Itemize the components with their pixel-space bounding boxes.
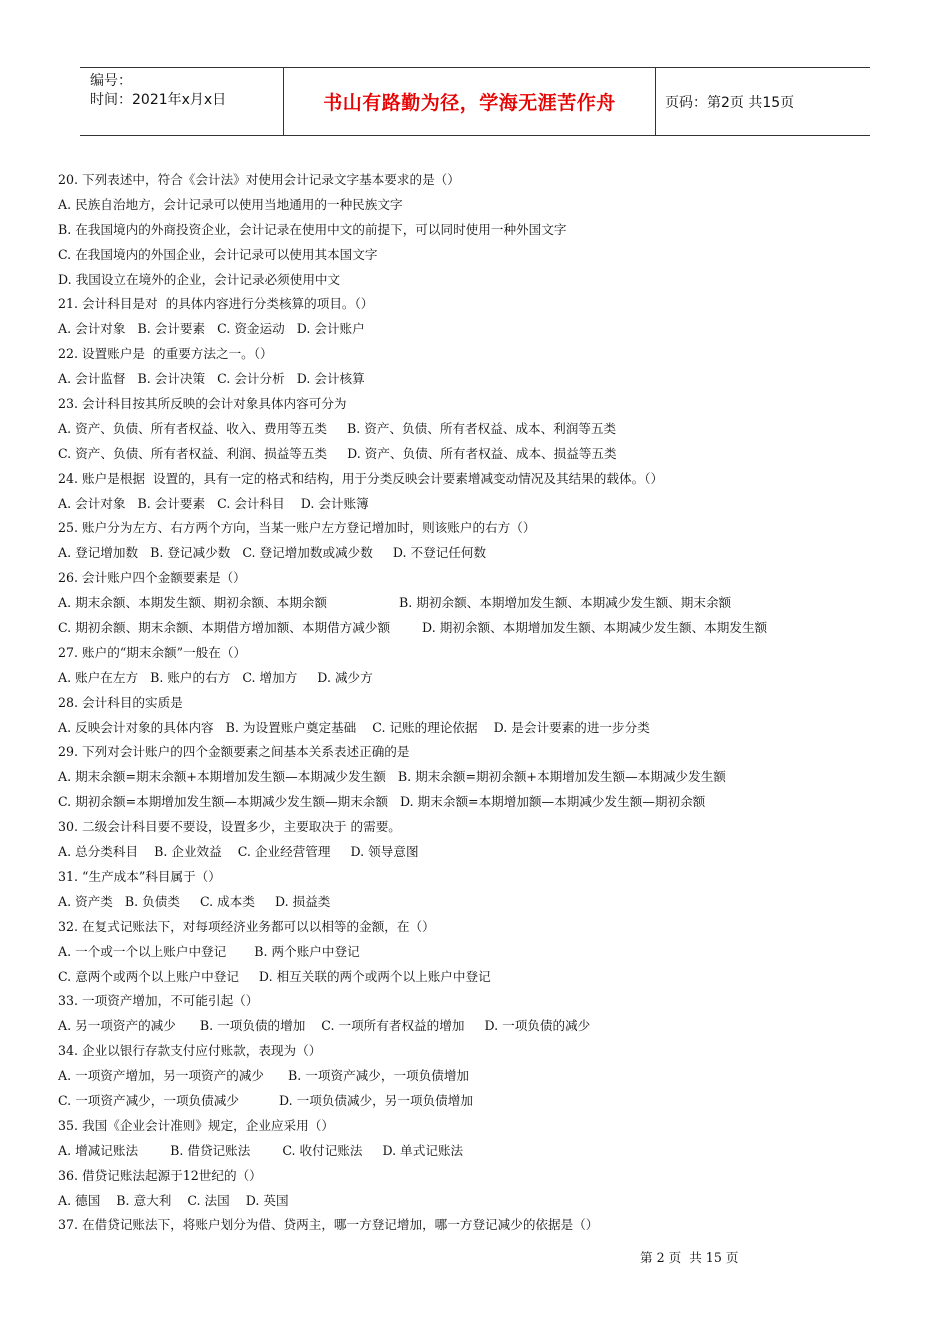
header-motto: 书山有路勤为径，学海无涯苦作舟	[323, 92, 616, 114]
text-line: A. 德国 B. 意大利 C. 法国 D. 英国	[58, 1192, 289, 1208]
question-list	[58, 168, 928, 1238]
text-line: A. 资产类 B. 负债类 C. 成本类 D. 损益类	[58, 893, 331, 909]
header-page-label: 页码：第2页 共15页	[665, 94, 795, 111]
text-line: 31. “生产成本”科目属于（）	[58, 868, 221, 884]
page-footer: 第 2 页 共 15 页	[640, 1250, 739, 1265]
text-line: A. 会计监督 B. 会计决策 C. 会计分析 D. 会计核算	[58, 371, 365, 387]
text-line: A. 民族自治地方，会计记录可以使用当地通用的一种民族文字	[58, 196, 403, 212]
text-line: 26. 会计账户四个金额要素是（）	[58, 570, 246, 586]
text-line: 20. 下列表述中，符合《会计法》对使用会计记录文字基本要求的是（）	[58, 172, 460, 187]
text-line: C. 一项资产减少，一项负债减少 D. 一项负债减少，另一项负债增加	[58, 1092, 473, 1108]
text-line: A. 会计对象 B. 会计要素 C. 会计科目 D. 会计账簿	[58, 495, 369, 511]
text-line: 34. 企业以银行存款支付应付账款，表现为（）	[58, 1043, 322, 1059]
text-line: A. 一项资产增加，另一项资产的减少 B. 一项资产减少，一项负债增加	[58, 1068, 470, 1084]
text-line: A. 总分类科目 B. 企业效益 C. 企业经营管理 D. 领导意图	[58, 844, 419, 860]
text-line: 33. 一项资产增加，不可能引起（）	[58, 993, 259, 1009]
text-line: 23. 会计科目按其所反映的会计对象具体内容可分为	[58, 396, 347, 412]
text-line: C. 意两个或两个以上账户中登记 D. 相互关联的两个或两个以上账户中登记	[58, 968, 491, 984]
text-line: A. 会计对象 B. 会计要素 C. 资金运动 D. 会计账户	[58, 321, 365, 337]
text-line: A. 增减记账法 B. 借贷记账法 C. 收付记账法 D. 单式记账法	[58, 1142, 464, 1158]
text-line: 22. 设置账户是 的重要方法之一。（）	[58, 346, 273, 362]
header-motto-cell	[283, 68, 656, 135]
text-line: 21. 会计科目是对 的具体内容进行分类核算的项目。（）	[58, 296, 374, 312]
text-line: C. 期初余额=本期增加发生额—本期减少发生额—期末余额 D. 期末余额=本期增加额—本期减少发生额—期初余额	[58, 794, 706, 810]
document-number-label: 编号：	[90, 73, 132, 89]
text-line: A. 登记增加数 B. 登记减少数 C. 登记增加数或减少数 D. 不登记任何数	[58, 545, 487, 561]
text-line: 32. 在复式记账法下，对每项经济业务都可以以相等的金额，在（）	[58, 918, 435, 934]
text-line: 25. 账户分为左方、右方两个方向，当某一账户左方登记增加时，则该账户的右方（）	[58, 520, 536, 536]
text-line: 30. 二级会计科目要不要设，设置多少，主要取决于 的需要。	[58, 819, 401, 835]
text-line: B. 在我国境内的外商投资企业，会计记录在使用中文的前提下，可以同时使用一种外国文字	[58, 221, 567, 237]
text-line: A. 反映会计对象的具体内容 B. 为设置账户奠定基础 C. 记账的理论依据 D. 是会计要素的进一步分类	[58, 719, 650, 735]
text-line: A. 账户在左方 B. 账户的右方 C. 增加方 D. 减少方	[58, 669, 373, 685]
text-line: A. 期末余额=期末余额+本期增加发生额—本期减少发生额 B. 期末余额=期初余额+本期增加发生额—本期减少发生额	[58, 769, 726, 785]
text-line: 35. 我国《企业会计准则》规定，企业应采用（）	[58, 1117, 334, 1133]
header-info-cell	[80, 68, 283, 135]
header-page-cell	[656, 68, 870, 135]
text-line: A. 期末余额、本期发生额、期初余额、本期余额 B. 期初余额、本期增加发生额、本期减少发生额、期末余额	[58, 595, 732, 611]
document-date-label: 时间：2021年x月x日	[90, 92, 227, 108]
text-line: A. 资产、负债、所有者权益、收入、费用等五类 B. 资产、负债、所有者权益、成本、利润等五类	[58, 420, 617, 436]
text-line: 24. 账户是根据 设置的，具有一定的格式和结构，用于分类反映会计要素增减变动情况及其结果的载体。（）	[58, 470, 664, 486]
page-header	[80, 67, 870, 136]
text-line: D. 我国设立在境外的企业，会计记录必须使用中文	[58, 271, 341, 287]
text-line: 36. 借贷记账法起源于12世纪的（）	[58, 1167, 262, 1183]
text-line: C. 资产、负债、所有者权益、利润、损益等五类 D. 资产、负债、所有者权益、成本、损益等五类	[58, 445, 617, 461]
text-line: C. 在我国境内的外国企业，会计记录可以使用其本国文字	[58, 246, 378, 262]
text-line: 28. 会计科目的实质是	[58, 694, 183, 710]
text-line: A. 另一项资产的减少 B. 一项负债的增加 C. 一项所有者权益的增加 D. 一项负债的减少	[58, 1018, 591, 1034]
text-line: C. 期初余额、期末余额、本期借方增加额、本期借方减少额 D. 期初余额、本期增加发生额、本期减少发生额、本期发生额	[58, 620, 768, 636]
text-line: A. 一个或一个以上账户中登记 B. 两个账户中登记	[58, 943, 360, 959]
text-line: 29. 下列对会计账户的四个金额要素之间基本关系表述正确的是	[58, 744, 410, 760]
text-line: 37. 在借贷记账法下，将账户划分为借、贷两主，哪一方登记增加，哪一方登记减少的依据是（）	[58, 1217, 599, 1233]
text-line: 27. 账户的“期末余额”一般在（）	[58, 644, 247, 660]
